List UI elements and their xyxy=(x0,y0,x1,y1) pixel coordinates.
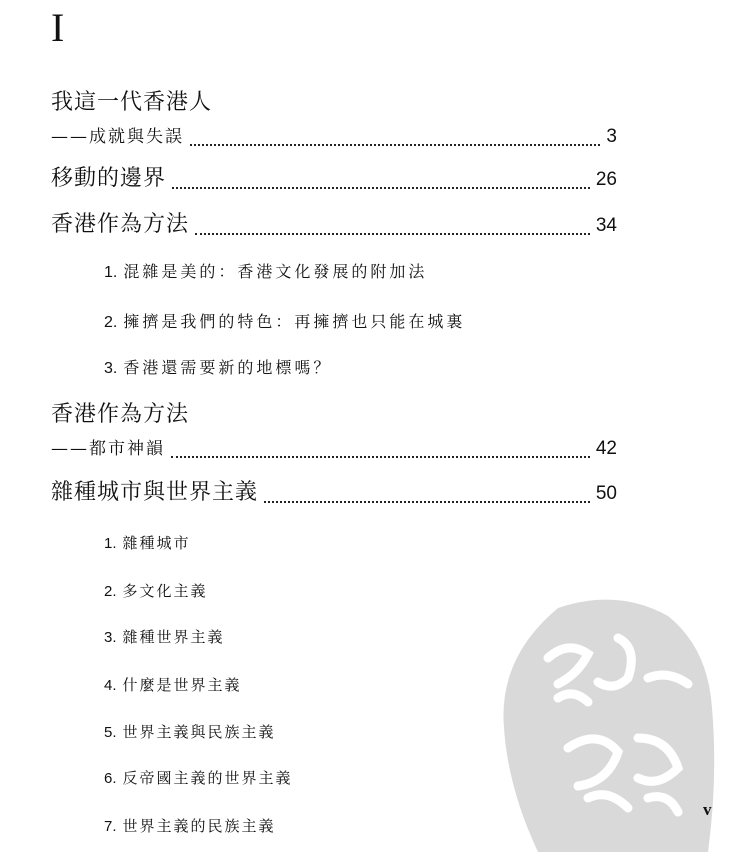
library-seal-watermark xyxy=(498,588,718,852)
subitem-text: 香港還需要新的地標嗎？ xyxy=(123,358,333,377)
toc-subitem[interactable] xyxy=(104,579,208,604)
toc-entry-4-subtitle-line[interactable] xyxy=(51,434,617,464)
toc-subitem[interactable] xyxy=(104,720,276,745)
subitem-number: 3. xyxy=(104,629,117,646)
subitem-text: 反帝國主義的世界主義 xyxy=(122,769,293,787)
subitem-text: 什麼是世界主義 xyxy=(122,676,242,694)
subitem-text: 世界主義的民族主義 xyxy=(122,817,276,835)
subitem-text: 混雜是美的：香港文化發展的附加法 xyxy=(123,262,428,281)
toc-entry-5-page: 50 xyxy=(595,483,617,504)
toc-subitem[interactable] xyxy=(104,673,242,698)
toc-subitem[interactable] xyxy=(104,356,332,381)
toc-entry-3[interactable] xyxy=(51,210,617,241)
subitem-text: 擁擠是我們的特色：再擁擠也只能在城裏 xyxy=(123,312,466,331)
toc-subitem[interactable] xyxy=(104,766,293,791)
subitem-number: 6. xyxy=(104,770,117,787)
section-numeral: I xyxy=(51,5,65,50)
subitem-text: 雜種城市 xyxy=(122,534,191,552)
toc-entry-4-subtitle: ——都市神韻 xyxy=(51,439,165,459)
subitem-text: 多文化主義 xyxy=(122,582,208,600)
toc-entry-3-title: 香港作為方法 xyxy=(51,212,190,237)
subitem-number: 2. xyxy=(104,314,118,331)
subitem-number: 2. xyxy=(104,583,117,600)
dot-leader xyxy=(190,140,600,146)
toc-subitem[interactable] xyxy=(104,531,191,556)
toc-subitem[interactable] xyxy=(104,625,225,650)
toc-entry-2[interactable] xyxy=(51,164,617,195)
toc-entry-4-page: 42 xyxy=(595,438,617,459)
toc-entry-5-title: 雜種城市與世界主義 xyxy=(51,480,259,505)
toc-entry-5[interactable] xyxy=(51,478,617,509)
toc-subitem[interactable] xyxy=(104,310,465,335)
page-number: v xyxy=(703,800,712,819)
subitem-text: 世界主義與民族主義 xyxy=(122,723,276,741)
dot-leader xyxy=(264,497,590,503)
toc-entry-1-subtitle-line[interactable] xyxy=(51,122,617,152)
toc-entry-2-title: 移動的邊界 xyxy=(51,166,167,191)
subitem-number: 1. xyxy=(104,535,117,552)
subitem-number: 5. xyxy=(104,724,117,741)
toc-subitem[interactable] xyxy=(104,260,427,285)
dot-leader xyxy=(171,452,590,458)
toc-entry-4-title[interactable]: 香港作為方法 xyxy=(51,402,190,427)
toc-entry-1-title[interactable]: 我這一代香港人 xyxy=(51,90,213,115)
subitem-number: 3. xyxy=(104,360,118,377)
toc-entry-3-page: 34 xyxy=(595,215,617,236)
subitem-number: 1. xyxy=(104,264,118,281)
toc-entry-1-page: 3 xyxy=(606,126,617,147)
toc-entry-1-subtitle: ——成就與失誤 xyxy=(51,127,184,147)
dot-leader xyxy=(195,229,590,235)
subitem-number: 7. xyxy=(104,818,117,835)
toc-entry-2-page: 26 xyxy=(595,169,617,190)
subitem-text: 雜種世界主義 xyxy=(122,628,225,646)
subitem-number: 4. xyxy=(104,677,117,694)
toc-subitem[interactable] xyxy=(104,814,276,839)
dot-leader xyxy=(172,183,590,189)
